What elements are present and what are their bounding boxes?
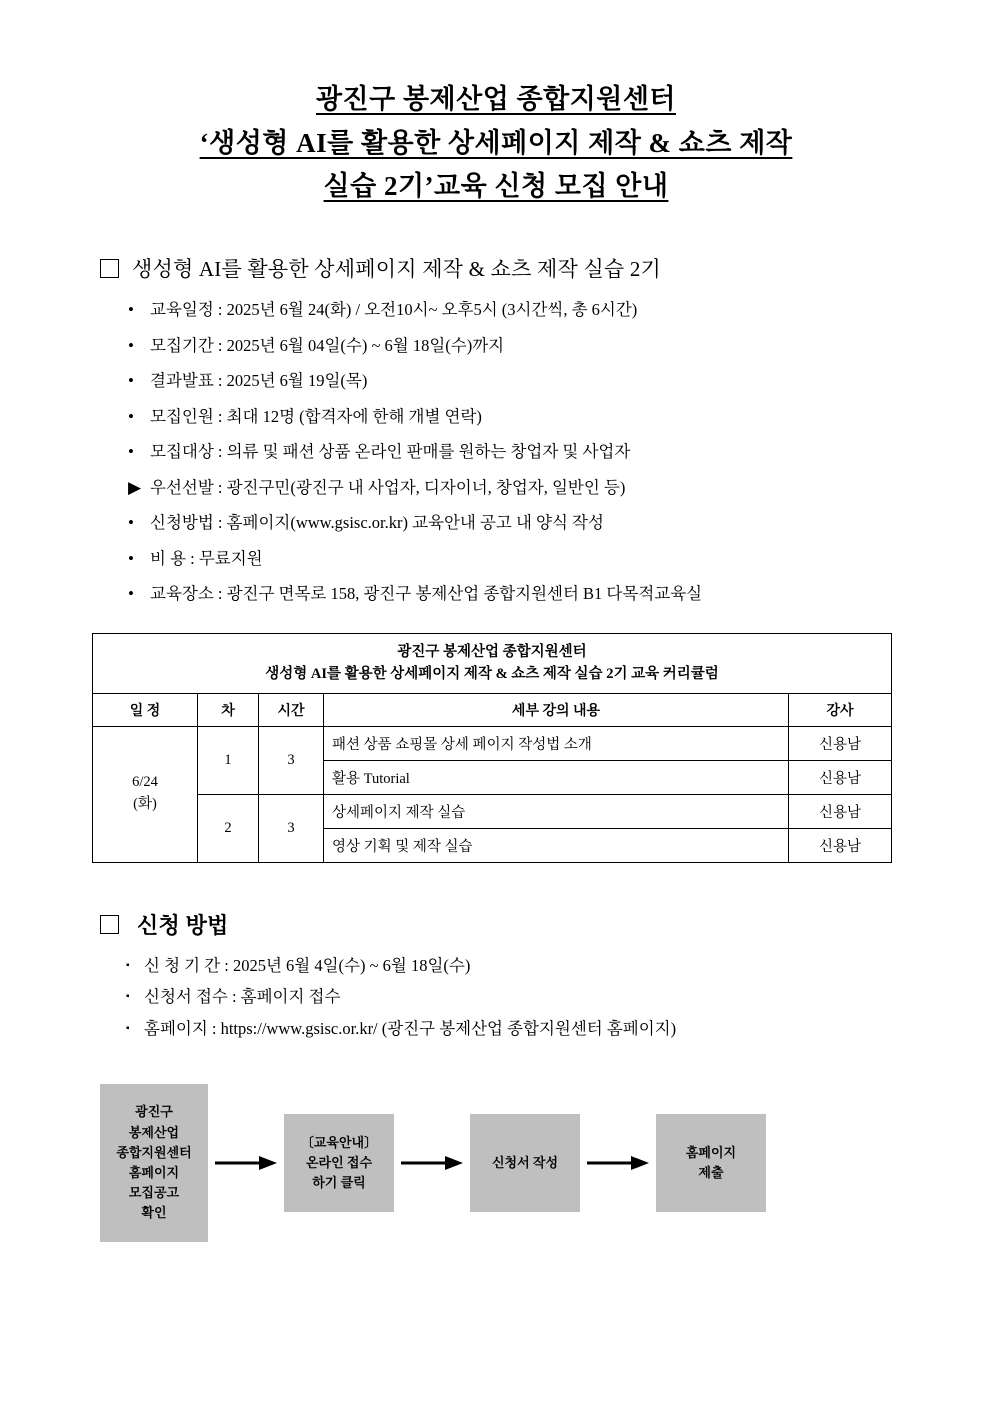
table-column-header-row bbox=[93, 693, 892, 726]
list-item-label: 모집대상 : 의류 및 패션 상품 온라인 판매를 원하는 창업자 및 사업자 bbox=[150, 442, 631, 462]
list-item bbox=[128, 439, 902, 465]
flow-step-4 bbox=[656, 1114, 766, 1212]
flow-step-1-line-3: 종합지원센터 bbox=[116, 1144, 192, 1160]
checkbox-icon bbox=[100, 915, 119, 934]
triangle-right-icon: ▶ bbox=[128, 477, 142, 497]
apply-info-list bbox=[100, 954, 902, 1042]
cell-content: 상세페이지 제작 실습 bbox=[324, 794, 789, 828]
curriculum-table bbox=[92, 633, 892, 863]
list-item-label: 신 청 기 간 : 2025년 6월 4일(수) ~ 6월 18일(수) bbox=[144, 955, 471, 975]
title-line-1-text: 광진구 봉제산업 종합지원센터 bbox=[315, 84, 677, 114]
cell-date-line-1: 6/24 bbox=[132, 774, 158, 791]
cell-instructor: 신용남 bbox=[789, 828, 892, 862]
list-item bbox=[128, 333, 902, 359]
list-item-label: 신청서 접수 : 홈페이지 접수 bbox=[144, 987, 341, 1007]
column-header-content: 세부 강의 내용 bbox=[324, 693, 789, 726]
flow-step-1-line-5: 모집공고 bbox=[128, 1185, 180, 1201]
flow-step-4-lines bbox=[686, 1143, 736, 1183]
table-row bbox=[93, 726, 892, 760]
bullet-icon: • bbox=[128, 548, 134, 568]
cell-content: 영상 기획 및 제작 실습 bbox=[324, 828, 789, 862]
square-bullet-icon: ▪ bbox=[126, 991, 130, 1003]
bullet-icon: • bbox=[128, 442, 134, 462]
section-how-to-apply bbox=[0, 909, 992, 1042]
flow-step-2-lines bbox=[301, 1133, 377, 1193]
section-2-heading bbox=[100, 909, 902, 940]
cell-session: 1 bbox=[198, 726, 259, 794]
list-item-sub bbox=[128, 475, 902, 501]
table-title-cell bbox=[93, 633, 892, 693]
list-item bbox=[126, 1017, 902, 1042]
table-row bbox=[93, 794, 892, 828]
flow-step-3 bbox=[470, 1114, 580, 1212]
list-item-label: 모집인원 : 최대 12명 (합격자에 한해 개별 연락) bbox=[150, 406, 482, 426]
list-item bbox=[128, 404, 902, 430]
arrow-right-icon-1 bbox=[208, 1155, 284, 1171]
section-2-title: 신청 방법 bbox=[137, 912, 229, 938]
title-line-2 bbox=[0, 122, 992, 166]
bullet-icon: • bbox=[128, 371, 134, 391]
list-item bbox=[128, 546, 902, 572]
square-bullet-icon: ▪ bbox=[126, 959, 130, 971]
checkbox-icon bbox=[100, 259, 119, 278]
list-item-label: 신청방법 : 홈페이지(www.gsisc.or.kr) 교육안내 공고 내 양식 작성 bbox=[150, 513, 604, 533]
table-header-row bbox=[93, 633, 892, 693]
curriculum-table-wrapper bbox=[100, 633, 902, 863]
cell-instructor: 신용남 bbox=[789, 726, 892, 760]
column-header-instructor: 강사 bbox=[789, 693, 892, 726]
column-header-date: 일 정 bbox=[93, 693, 198, 726]
flow-step-1-line-2: 봉제산업 bbox=[128, 1124, 180, 1140]
flow-step-1-line-4: 홈페이지 bbox=[128, 1164, 180, 1180]
list-item bbox=[128, 510, 902, 536]
section-1-title: 생성형 AI를 활용한 상세페이지 제작 & 쇼츠 제작 실습 2기 bbox=[132, 257, 662, 282]
cell-session: 2 bbox=[198, 794, 259, 862]
list-item bbox=[128, 581, 902, 607]
document-title bbox=[0, 0, 992, 209]
flow-step-2-line-1: 〔교육안내〕 bbox=[300, 1134, 378, 1150]
flow-step-3-line-1: 신청서 작성 bbox=[491, 1154, 559, 1170]
list-item bbox=[128, 297, 902, 323]
flow-step-4-line-1: 홈페이지 bbox=[685, 1144, 737, 1160]
column-header-hours: 시간 bbox=[259, 693, 324, 726]
flow-step-3-lines bbox=[492, 1153, 558, 1173]
table-title-line-2: 생성형 AI를 활용한 상세페이지 제작 & 쇼츠 제작 실습 2기 교육 커리큘럼 bbox=[265, 666, 719, 683]
cell-instructor: 신용남 bbox=[789, 760, 892, 794]
list-item bbox=[128, 368, 902, 394]
cell-hours: 3 bbox=[259, 726, 324, 794]
title-line-3 bbox=[0, 165, 992, 209]
bullet-icon: • bbox=[128, 300, 134, 320]
title-line-3-text-a: 실습 2기’ bbox=[323, 171, 435, 202]
section-1-heading bbox=[100, 253, 902, 283]
arrow-right-icon-3 bbox=[580, 1155, 656, 1171]
list-item-label: 교육장소 : 광진구 면목로 158, 광진구 봉제산업 종합지원센터 B1 다목적교육실 bbox=[150, 584, 703, 604]
list-item bbox=[126, 985, 902, 1010]
flow-step-4-line-2: 제출 bbox=[698, 1164, 724, 1180]
flow-step-1 bbox=[100, 1084, 208, 1242]
bullet-icon: • bbox=[128, 513, 134, 533]
cell-instructor: 신용남 bbox=[789, 794, 892, 828]
cell-content: 활용 Tutorial bbox=[324, 760, 789, 794]
application-flow-diagram bbox=[0, 1084, 992, 1242]
arrow-right-icon-2 bbox=[394, 1155, 470, 1171]
list-item-label: 비 용 : 무료지원 bbox=[150, 548, 263, 568]
flow-step-1-line-1: 광진구 bbox=[135, 1104, 173, 1120]
flow-step-2-line-2: 온라인 접수 bbox=[305, 1154, 373, 1170]
title-line-1 bbox=[0, 78, 992, 122]
title-line-3-text-b: 교육 신청 모집 안내 bbox=[434, 171, 669, 202]
flow-step-1-lines bbox=[116, 1102, 191, 1223]
list-item bbox=[126, 954, 902, 979]
list-item-label: 모집기간 : 2025년 6월 04일(수) ~ 6월 18일(수)까지 bbox=[150, 335, 505, 355]
bullet-icon: • bbox=[128, 584, 134, 604]
section-course-info bbox=[0, 253, 992, 862]
course-info-list bbox=[100, 297, 902, 607]
flow-step-1-line-6: 확인 bbox=[141, 1205, 167, 1221]
list-item-label: 결과발표 : 2025년 6월 19일(목) bbox=[150, 371, 368, 391]
column-header-session: 차 bbox=[198, 693, 259, 726]
list-item-label: 교육일정 : 2025년 6월 24(화) / 오전10시~ 오후5시 (3시간씩, 총 6시간) bbox=[150, 300, 638, 320]
title-line-2-text: ‘생성형 AI를 활용한 상세페이지 제작 & 쇼츠 제작 bbox=[199, 127, 793, 158]
bullet-icon: • bbox=[128, 335, 134, 355]
bullet-icon: • bbox=[128, 406, 134, 426]
cell-date-line-2: (화) bbox=[133, 796, 157, 813]
cell-hours: 3 bbox=[259, 794, 324, 862]
flow-step-2 bbox=[284, 1114, 394, 1212]
list-item-sub-label: 우선선발 : 광진구민(광진구 내 사업자, 디자이너, 창업자, 일반인 등) bbox=[150, 477, 626, 497]
list-item-label: 홈페이지 : https://www.gsisc.or.kr/ (광진구 봉제산업 종합지원센터 홈페이지) bbox=[144, 1019, 677, 1039]
table-title-line-1: 광진구 봉제산업 종합지원센터 bbox=[397, 643, 587, 660]
cell-date bbox=[93, 726, 198, 862]
square-bullet-icon: ▪ bbox=[126, 1023, 130, 1035]
flow-step-2-line-3: 하기 클릭 bbox=[312, 1174, 366, 1190]
cell-content: 패션 상품 쇼핑몰 상세 페이지 작성법 소개 bbox=[324, 726, 789, 760]
